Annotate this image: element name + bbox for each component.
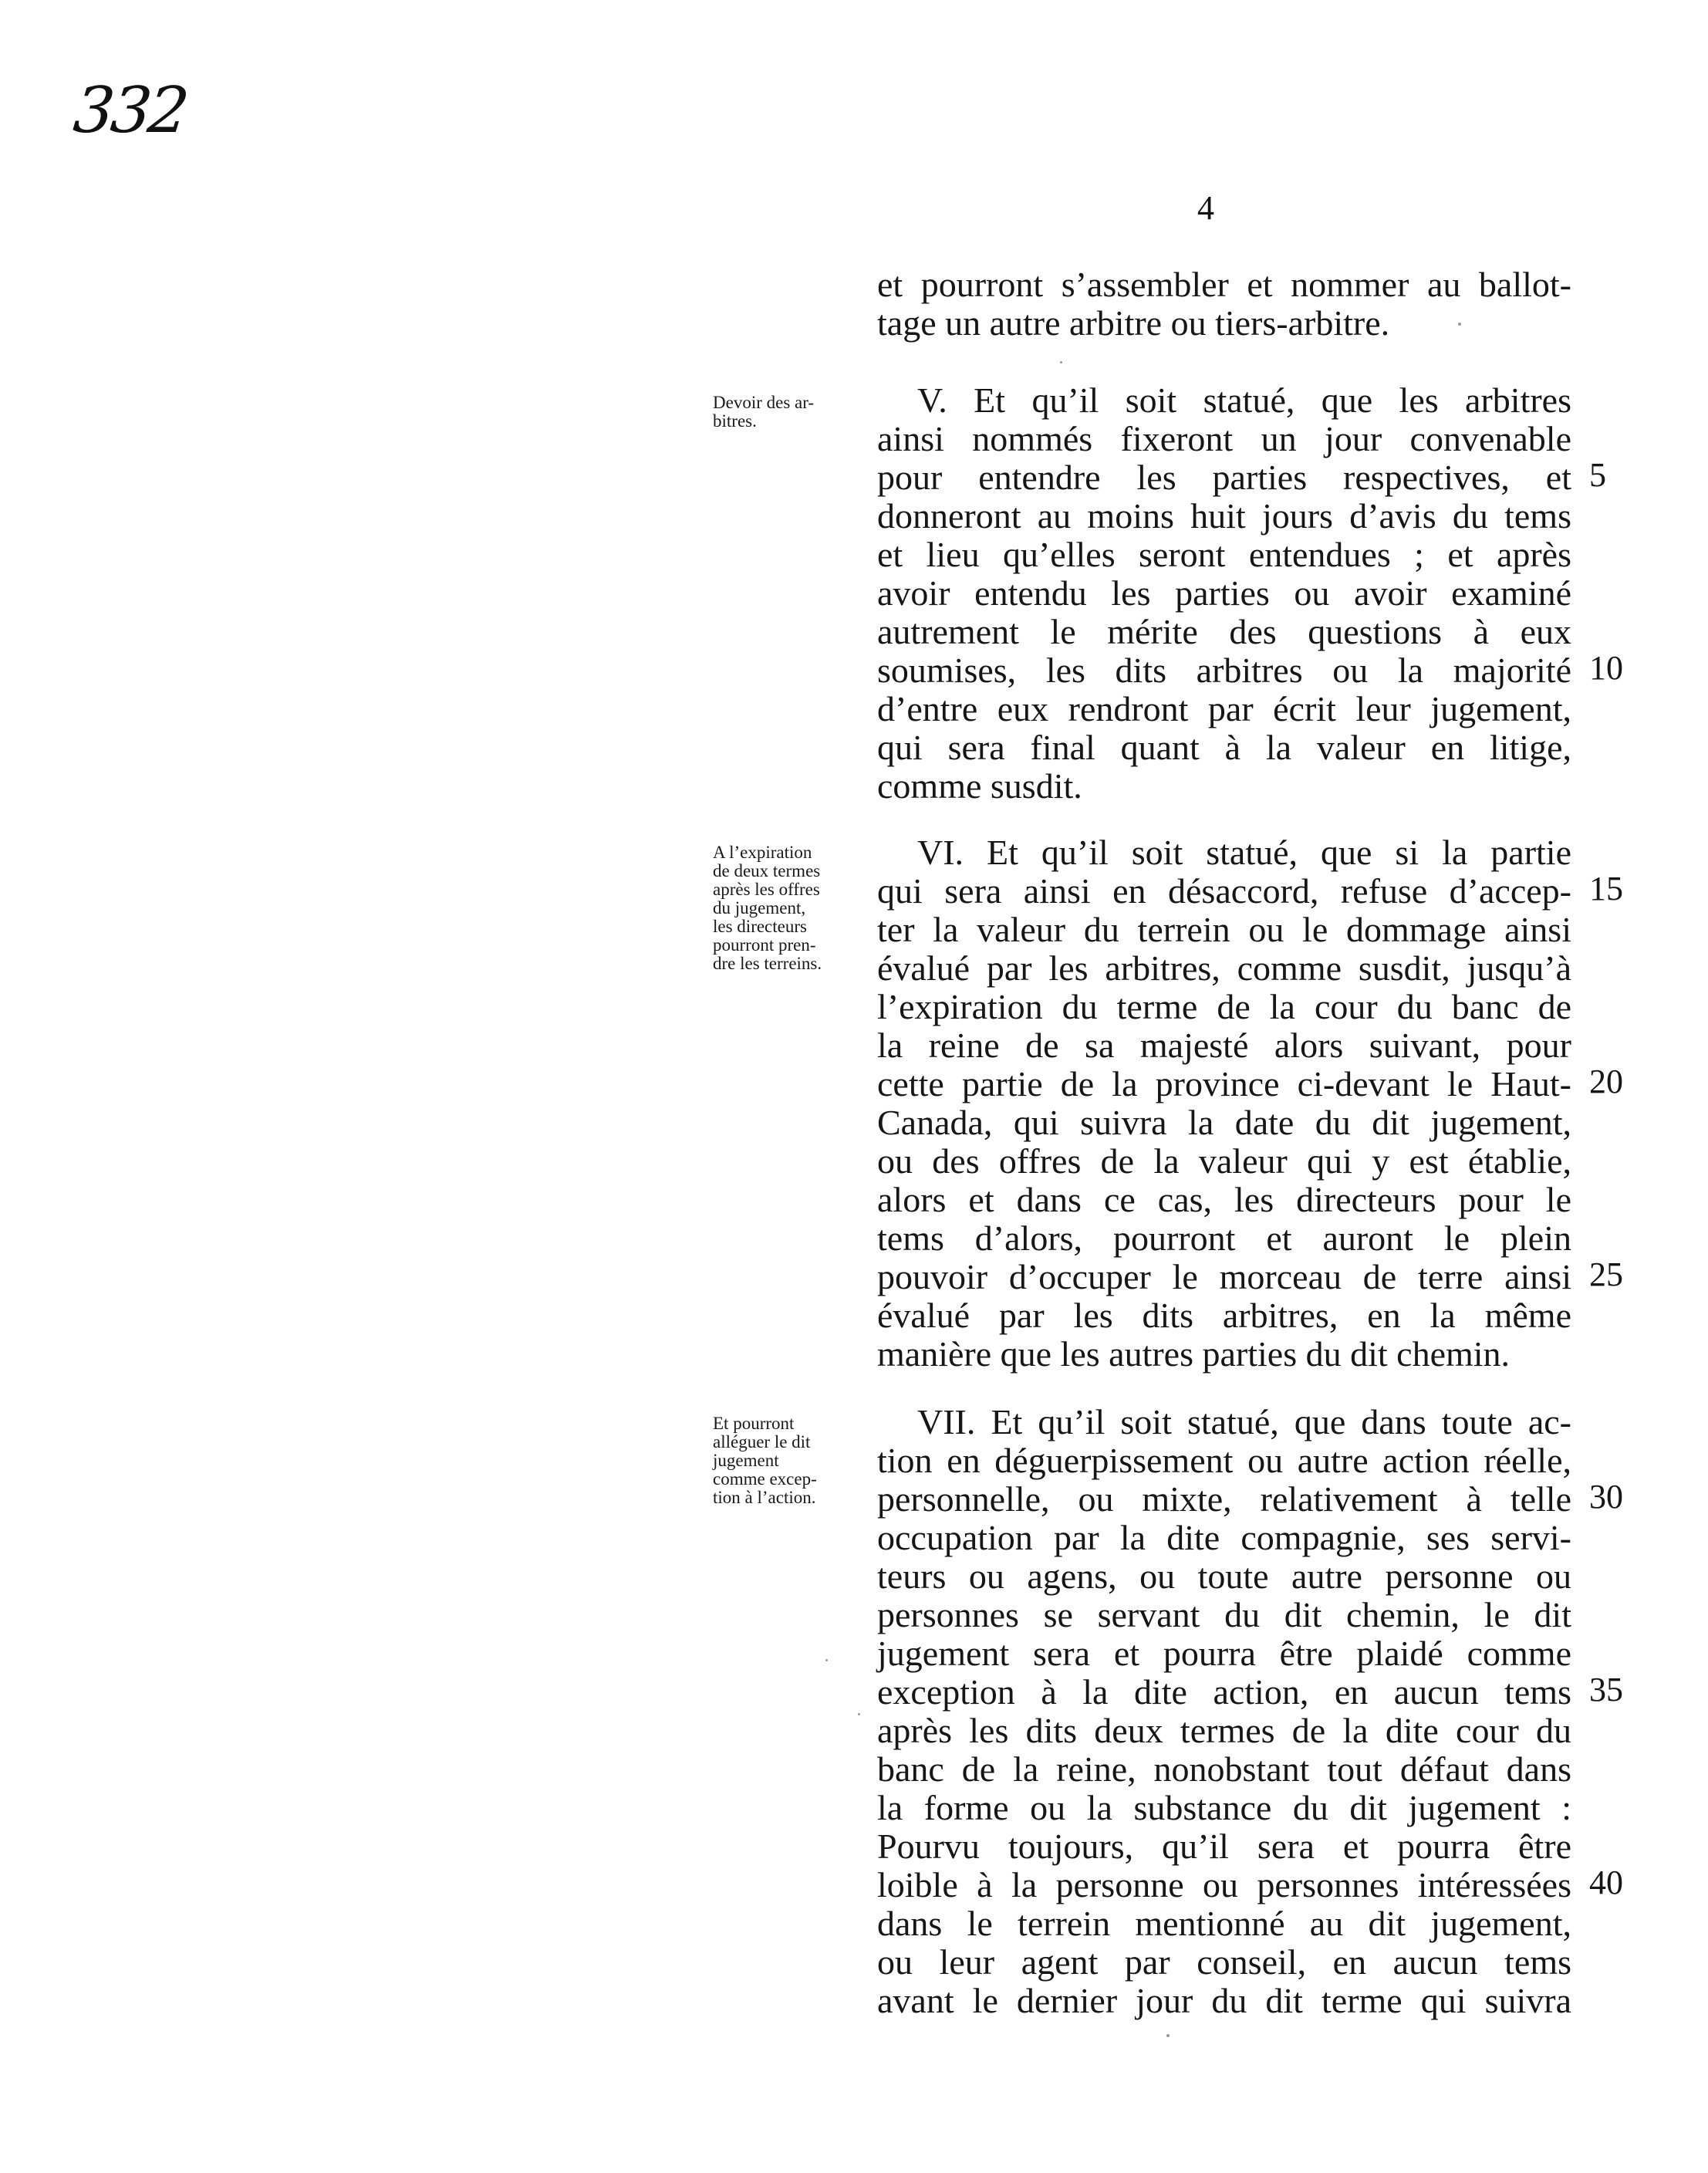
sidenote-line: alléguer le dit (713, 1432, 811, 1451)
text-line: qui sera final quant à la valeur en litige, (877, 728, 1571, 767)
text-line: personnes se servant du dit chemin, le dit (877, 1595, 1571, 1634)
text-line: avoir entendu les parties ou avoir examiné (877, 573, 1571, 613)
page-number: 4 (1197, 189, 1214, 227)
text-line: ou des offres de la valeur qui y est établie, (877, 1141, 1571, 1181)
sidenote-line: pourront pren- (713, 935, 816, 955)
text-line: tems d’alors, pourront et auront le plein (877, 1218, 1571, 1258)
text-line: jugement sera et pourra être plaidé comme (877, 1634, 1571, 1673)
sidenote-section-v (713, 394, 875, 431)
section-v-paragraph (877, 381, 1571, 806)
text-line: personnelle, ou mixte, relativement à telle (877, 1479, 1571, 1519)
line-number: 15 (1589, 870, 1623, 907)
line-number: 10 (1589, 649, 1623, 687)
text-line: dans le terrein mentionné au dit jugement, (877, 1904, 1571, 1943)
scan-speck (1166, 2034, 1170, 2037)
line-number: 35 (1589, 1671, 1623, 1708)
text-line: évalué par les arbitres, comme susdit, jusqu’à (877, 948, 1571, 988)
text-line: cette partie de la province ci-devant le Haut- (877, 1064, 1571, 1103)
text-line: l’expiration du terme de la cour du banc de (877, 987, 1571, 1026)
scan-speck (825, 1659, 828, 1661)
sidenote-line: jugement (713, 1451, 779, 1470)
text-line: ou leur agent par conseil, en aucun tems (877, 1942, 1571, 1982)
sidenote-line: après les offres (713, 880, 820, 899)
handwritten-folio-number: 332 (70, 74, 190, 147)
scan-speck (858, 1713, 860, 1715)
text-line: VI. Et qu’il soit statué, que si la partie (917, 833, 1571, 872)
text-line: évalué par les dits arbitres, en la même (877, 1296, 1571, 1335)
sidenote-line: Devoir des ar- (713, 393, 815, 412)
text-line: loible à la personne ou personnes intéressées (877, 1865, 1571, 1904)
text-line: ainsi nommés fixeront un jour convenable (877, 419, 1571, 458)
text-line: d’entre eux rendront par écrit leur jugement, (877, 689, 1571, 728)
text-line: Canada, qui suivra la date du dit jugement, (877, 1103, 1571, 1142)
line-number: 30 (1589, 1478, 1623, 1516)
line-number: 40 (1589, 1864, 1623, 1901)
sidenote-line: comme excep- (713, 1469, 817, 1489)
line-number: 5 (1589, 456, 1606, 494)
text-line: V. Et qu’il soit statué, que les arbitres (917, 380, 1571, 420)
text-line: avant le dernier jour du dit terme qui suivra (877, 1981, 1571, 2020)
sidenote-line: tion à l’action. (713, 1488, 816, 1507)
sidenote-line: bitres. (713, 411, 757, 431)
sidenote-line: du jugement, (713, 898, 806, 918)
scan-speck (1458, 323, 1461, 326)
text-line: qui sera ainsi en désaccord, refuse d’accep- (877, 871, 1571, 911)
text-line: alors et dans ce cas, les directeurs pour le (877, 1180, 1571, 1219)
sidenote-line: dre les terreins. (713, 954, 822, 973)
text-line: pour entendre les parties respectives, et (877, 458, 1571, 497)
sidenote-line: Et pourront (713, 1414, 795, 1433)
text-line: pouvoir d’occuper le morceau de terre ainsi (877, 1257, 1571, 1296)
text-line: autrement le mérite des questions à eux (877, 612, 1571, 651)
text-line: VII. Et qu’il soit statué, que dans toute ac- (917, 1402, 1571, 1441)
sidenote-section-vi (713, 843, 875, 973)
text-line: la forme ou la substance du dit jugement : (877, 1788, 1571, 1827)
text-line: donneront au moins huit jours d’avis du tems (877, 496, 1571, 536)
section-vi-paragraph (877, 833, 1571, 1374)
text-line: la reine de sa majesté alors suivant, pour (877, 1026, 1571, 1065)
text-line: comme susdit. (877, 766, 1082, 806)
text-line: banc de la reine, nonobstant tout défaut dans (877, 1749, 1571, 1789)
text-line: tion en déguerpissement ou autre action réelle, (877, 1441, 1571, 1480)
section-vii-paragraph (877, 1403, 1571, 2020)
sidenote-line: les directeurs (713, 917, 807, 936)
sidenote-line: A l’expiration (713, 843, 812, 862)
text-line: tage un autre arbitre ou tiers-arbitre. (877, 303, 1390, 343)
text-line: ter la valeur du terrein ou le dommage ainsi (877, 910, 1571, 949)
text-line: soumises, les dits arbitres ou la majorité (877, 651, 1571, 690)
line-number: 25 (1589, 1255, 1623, 1293)
text-line: après les dits deux termes de la dite cour du (877, 1711, 1571, 1750)
continued-paragraph (877, 265, 1571, 343)
text-line: teurs ou agens, ou toute autre personne ou (877, 1556, 1571, 1596)
text-line: manière que les autres parties du dit chemin. (877, 1334, 1511, 1374)
text-line: et lieu qu’elles seront entendues ; et après (877, 535, 1571, 574)
text-line: exception à la dite action, en aucun tems (877, 1672, 1571, 1712)
sidenote-section-vii (713, 1414, 875, 1507)
line-number: 20 (1589, 1063, 1623, 1100)
sidenote-line: de deux termes (713, 861, 821, 880)
text-line: et pourront s’assembler et nommer au ballot- (877, 265, 1571, 304)
text-line: Pourvu toujours, qu’il sera et pourra être (877, 1827, 1571, 1866)
text-line: occupation par la dite compagnie, ses servi- (877, 1518, 1571, 1557)
scan-speck (1060, 361, 1062, 363)
